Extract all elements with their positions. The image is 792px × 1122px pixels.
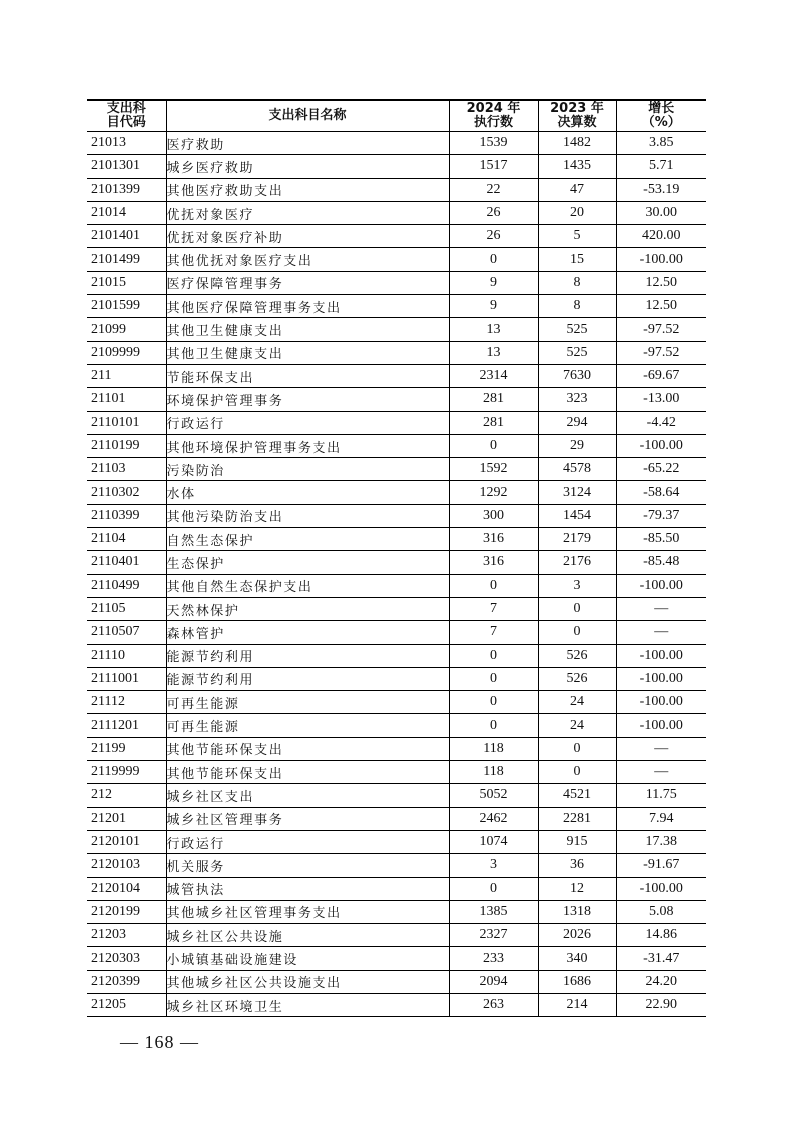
cell-code: 2101599 [87, 295, 166, 318]
table-row [87, 924, 706, 947]
cell-name: 行政运行 [166, 830, 449, 853]
cell-final-2023: 15 [538, 248, 616, 271]
cell-growth: -85.48 [616, 551, 706, 574]
cell-growth: -58.64 [616, 481, 706, 504]
header-name: 支出科目名称 [166, 100, 449, 132]
cell-code: 2110507 [87, 621, 166, 644]
cell-name: 其他自然生态保护支出 [166, 574, 449, 597]
cell-growth: 3.85 [616, 132, 706, 155]
cell-exec-2024: 3 [449, 854, 538, 877]
cell-name: 优抚对象医疗 [166, 201, 449, 224]
header-exec-2024 [449, 100, 538, 132]
cell-exec-2024: 7 [449, 621, 538, 644]
cell-growth: -53.19 [616, 178, 706, 201]
cell-growth: -97.52 [616, 341, 706, 364]
table-row [87, 597, 706, 620]
cell-name: 优抚对象医疗补助 [166, 225, 449, 248]
table-row [87, 295, 706, 318]
cell-growth: 5.71 [616, 155, 706, 178]
cell-final-2023: 5 [538, 225, 616, 248]
cell-exec-2024: 263 [449, 993, 538, 1016]
cell-growth: 11.75 [616, 784, 706, 807]
cell-final-2023: 7630 [538, 364, 616, 387]
cell-final-2023: 525 [538, 341, 616, 364]
cell-code: 21201 [87, 807, 166, 830]
cell-code: 2120104 [87, 877, 166, 900]
cell-exec-2024: 1592 [449, 458, 538, 481]
cell-final-2023: 0 [538, 621, 616, 644]
cell-final-2023: 4521 [538, 784, 616, 807]
cell-code: 2120199 [87, 900, 166, 923]
table-row [87, 132, 706, 155]
cell-exec-2024: 5052 [449, 784, 538, 807]
cell-name: 其他环境保护管理事务支出 [166, 434, 449, 457]
cell-name: 能源节约利用 [166, 667, 449, 690]
cell-growth: — [616, 597, 706, 620]
header-final-line1: 2023 年 [550, 101, 604, 116]
cell-growth: 30.00 [616, 201, 706, 224]
cell-exec-2024: 0 [449, 714, 538, 737]
cell-final-2023: 24 [538, 691, 616, 714]
cell-exec-2024: 26 [449, 225, 538, 248]
cell-growth: 420.00 [616, 225, 706, 248]
header-final-2023 [538, 100, 616, 132]
table-row [87, 388, 706, 411]
cell-growth: -31.47 [616, 947, 706, 970]
cell-exec-2024: 2327 [449, 924, 538, 947]
cell-exec-2024: 0 [449, 574, 538, 597]
table-row [87, 807, 706, 830]
cell-name: 城乡社区支出 [166, 784, 449, 807]
table-row [87, 714, 706, 737]
cell-exec-2024: 0 [449, 667, 538, 690]
cell-final-2023: 8 [538, 295, 616, 318]
cell-final-2023: 214 [538, 993, 616, 1016]
cell-exec-2024: 1292 [449, 481, 538, 504]
cell-growth: -13.00 [616, 388, 706, 411]
cell-final-2023: 0 [538, 761, 616, 784]
cell-code: 2120103 [87, 854, 166, 877]
cell-final-2023: 1435 [538, 155, 616, 178]
cell-final-2023: 2176 [538, 551, 616, 574]
cell-exec-2024: 9 [449, 271, 538, 294]
header-code [87, 100, 166, 132]
table-row [87, 481, 706, 504]
table-row [87, 155, 706, 178]
cell-code: 2120399 [87, 970, 166, 993]
cell-exec-2024: 13 [449, 318, 538, 341]
table-row [87, 667, 706, 690]
cell-code: 21205 [87, 993, 166, 1016]
cell-growth: 17.38 [616, 830, 706, 853]
expenditure-table [87, 99, 706, 1017]
cell-name: 自然生态保护 [166, 528, 449, 551]
cell-growth: -100.00 [616, 434, 706, 457]
header-exec-line1: 2024 年 [466, 101, 521, 116]
cell-exec-2024: 118 [449, 737, 538, 760]
cell-exec-2024: 281 [449, 411, 538, 434]
cell-code: 2110399 [87, 504, 166, 527]
cell-name: 可再生能源 [166, 691, 449, 714]
cell-exec-2024: 118 [449, 761, 538, 784]
cell-growth: — [616, 737, 706, 760]
cell-code: 21112 [87, 691, 166, 714]
cell-name: 可再生能源 [166, 714, 449, 737]
cell-growth: -100.00 [616, 248, 706, 271]
page-number: — 168 — [120, 1032, 199, 1052]
cell-code: 21015 [87, 271, 166, 294]
cell-exec-2024: 0 [449, 877, 538, 900]
cell-growth: -97.52 [616, 318, 706, 341]
cell-final-2023: 4578 [538, 458, 616, 481]
header-code-line2: 目代码 [106, 115, 146, 130]
cell-code: 2101499 [87, 248, 166, 271]
cell-final-2023: 2026 [538, 924, 616, 947]
cell-code: 2110302 [87, 481, 166, 504]
cell-exec-2024: 26 [449, 201, 538, 224]
cell-final-2023: 1686 [538, 970, 616, 993]
cell-final-2023: 2179 [538, 528, 616, 551]
cell-exec-2024: 1539 [449, 132, 538, 155]
cell-final-2023: 3124 [538, 481, 616, 504]
cell-code: 21103 [87, 458, 166, 481]
cell-code: 2110199 [87, 434, 166, 457]
cell-exec-2024: 22 [449, 178, 538, 201]
cell-growth: -91.67 [616, 854, 706, 877]
cell-code: 2111201 [87, 714, 166, 737]
cell-name: 其他优抚对象医疗支出 [166, 248, 449, 271]
cell-growth: -100.00 [616, 667, 706, 690]
cell-code: 2101401 [87, 225, 166, 248]
header-exec-line2: 执行数 [473, 115, 513, 130]
cell-exec-2024: 316 [449, 551, 538, 574]
cell-exec-2024: 7 [449, 597, 538, 620]
table-row [87, 854, 706, 877]
cell-code: 21013 [87, 132, 166, 155]
cell-growth: 14.86 [616, 924, 706, 947]
cell-final-2023: 526 [538, 667, 616, 690]
cell-name: 生态保护 [166, 551, 449, 574]
cell-final-2023: 1454 [538, 504, 616, 527]
cell-name: 其他节能环保支出 [166, 761, 449, 784]
cell-code: 21110 [87, 644, 166, 667]
cell-growth: — [616, 761, 706, 784]
cell-exec-2024: 316 [449, 528, 538, 551]
header-code-line1: 支出科 [106, 101, 146, 116]
table-row [87, 551, 706, 574]
cell-name: 城乡社区公共设施 [166, 924, 449, 947]
cell-growth: -85.50 [616, 528, 706, 551]
header-growth [616, 100, 706, 132]
cell-code: 2109999 [87, 341, 166, 364]
table-row [87, 458, 706, 481]
cell-final-2023: 1482 [538, 132, 616, 155]
cell-name: 城乡社区管理事务 [166, 807, 449, 830]
table-row [87, 691, 706, 714]
cell-name: 其他卫生健康支出 [166, 341, 449, 364]
table-row [87, 784, 706, 807]
cell-growth: 7.94 [616, 807, 706, 830]
cell-name: 小城镇基础设施建设 [166, 947, 449, 970]
cell-exec-2024: 2094 [449, 970, 538, 993]
cell-name: 环境保护管理事务 [166, 388, 449, 411]
table-row [87, 504, 706, 527]
cell-final-2023: 323 [538, 388, 616, 411]
cell-exec-2024: 300 [449, 504, 538, 527]
cell-code: 21014 [87, 201, 166, 224]
cell-final-2023: 2281 [538, 807, 616, 830]
cell-name: 其他城乡社区公共设施支出 [166, 970, 449, 993]
cell-exec-2024: 1385 [449, 900, 538, 923]
table-row [87, 318, 706, 341]
cell-final-2023: 24 [538, 714, 616, 737]
cell-growth: 12.50 [616, 271, 706, 294]
cell-growth: -4.42 [616, 411, 706, 434]
cell-exec-2024: 2314 [449, 364, 538, 387]
cell-growth: -100.00 [616, 574, 706, 597]
cell-exec-2024: 281 [449, 388, 538, 411]
cell-final-2023: 340 [538, 947, 616, 970]
cell-final-2023: 36 [538, 854, 616, 877]
cell-name: 其他卫生健康支出 [166, 318, 449, 341]
cell-code: 2110101 [87, 411, 166, 434]
cell-final-2023: 294 [538, 411, 616, 434]
table-row [87, 900, 706, 923]
cell-final-2023: 915 [538, 830, 616, 853]
table-row [87, 178, 706, 201]
cell-growth: 5.08 [616, 900, 706, 923]
cell-name: 其他医疗救助支出 [166, 178, 449, 201]
table-row [87, 341, 706, 364]
cell-code: 21101 [87, 388, 166, 411]
cell-code: 21203 [87, 924, 166, 947]
cell-final-2023: 12 [538, 877, 616, 900]
cell-code: 2101301 [87, 155, 166, 178]
cell-growth: 24.20 [616, 970, 706, 993]
cell-growth: -100.00 [616, 691, 706, 714]
cell-exec-2024: 0 [449, 434, 538, 457]
table-row [87, 271, 706, 294]
table-row [87, 248, 706, 271]
table-row [87, 877, 706, 900]
cell-final-2023: 47 [538, 178, 616, 201]
cell-code: 2111001 [87, 667, 166, 690]
cell-growth: 12.50 [616, 295, 706, 318]
cell-name: 城管执法 [166, 877, 449, 900]
table-row [87, 434, 706, 457]
cell-code: 21099 [87, 318, 166, 341]
cell-name: 行政运行 [166, 411, 449, 434]
cell-name: 节能环保支出 [166, 364, 449, 387]
cell-exec-2024: 0 [449, 691, 538, 714]
cell-name: 其他节能环保支出 [166, 737, 449, 760]
cell-name: 能源节约利用 [166, 644, 449, 667]
cell-growth: -79.37 [616, 504, 706, 527]
cell-exec-2024: 2462 [449, 807, 538, 830]
cell-name: 医疗保障管理事务 [166, 271, 449, 294]
cell-growth: 22.90 [616, 993, 706, 1016]
table-row [87, 993, 706, 1016]
cell-code: 212 [87, 784, 166, 807]
cell-final-2023: 0 [538, 597, 616, 620]
cell-growth: -69.67 [616, 364, 706, 387]
cell-code: 2119999 [87, 761, 166, 784]
cell-final-2023: 525 [538, 318, 616, 341]
cell-name: 污染防治 [166, 458, 449, 481]
table-row [87, 761, 706, 784]
table-row [87, 947, 706, 970]
cell-growth: -100.00 [616, 644, 706, 667]
cell-final-2023: 8 [538, 271, 616, 294]
header-growth-line2: （%） [641, 115, 681, 130]
table-row [87, 830, 706, 853]
cell-exec-2024: 233 [449, 947, 538, 970]
cell-name: 其他城乡社区管理事务支出 [166, 900, 449, 923]
table-row [87, 225, 706, 248]
cell-code: 2110401 [87, 551, 166, 574]
cell-exec-2024: 1517 [449, 155, 538, 178]
cell-growth: -100.00 [616, 877, 706, 900]
cell-code: 21105 [87, 597, 166, 620]
table-row [87, 201, 706, 224]
cell-exec-2024: 0 [449, 248, 538, 271]
table-row [87, 411, 706, 434]
cell-code: 2120101 [87, 830, 166, 853]
cell-final-2023: 1318 [538, 900, 616, 923]
table-row [87, 737, 706, 760]
cell-code: 2101399 [87, 178, 166, 201]
cell-code: 211 [87, 364, 166, 387]
cell-name: 其他医疗保障管理事务支出 [166, 295, 449, 318]
table-row [87, 644, 706, 667]
cell-name: 其他污染防治支出 [166, 504, 449, 527]
table-row [87, 574, 706, 597]
cell-name: 医疗救助 [166, 132, 449, 155]
cell-growth: -100.00 [616, 714, 706, 737]
cell-exec-2024: 9 [449, 295, 538, 318]
table-row [87, 621, 706, 644]
table-body [87, 132, 706, 1017]
cell-final-2023: 0 [538, 737, 616, 760]
cell-name: 机关服务 [166, 854, 449, 877]
cell-final-2023: 3 [538, 574, 616, 597]
cell-exec-2024: 0 [449, 644, 538, 667]
table-header-row [87, 100, 706, 132]
cell-growth: -65.22 [616, 458, 706, 481]
cell-code: 21104 [87, 528, 166, 551]
cell-code: 2120303 [87, 947, 166, 970]
cell-name: 森林管护 [166, 621, 449, 644]
cell-exec-2024: 1074 [449, 830, 538, 853]
cell-name: 水体 [166, 481, 449, 504]
table-row [87, 364, 706, 387]
cell-final-2023: 29 [538, 434, 616, 457]
cell-name: 城乡医疗救助 [166, 155, 449, 178]
cell-name: 城乡社区环境卫生 [166, 993, 449, 1016]
cell-final-2023: 526 [538, 644, 616, 667]
cell-growth: — [616, 621, 706, 644]
cell-final-2023: 20 [538, 201, 616, 224]
table-row [87, 970, 706, 993]
header-growth-line1: 增长 [648, 101, 675, 116]
header-final-line2: 决算数 [557, 115, 597, 130]
cell-code: 2110499 [87, 574, 166, 597]
cell-name: 天然林保护 [166, 597, 449, 620]
cell-code: 21199 [87, 737, 166, 760]
table-row [87, 528, 706, 551]
cell-exec-2024: 13 [449, 341, 538, 364]
